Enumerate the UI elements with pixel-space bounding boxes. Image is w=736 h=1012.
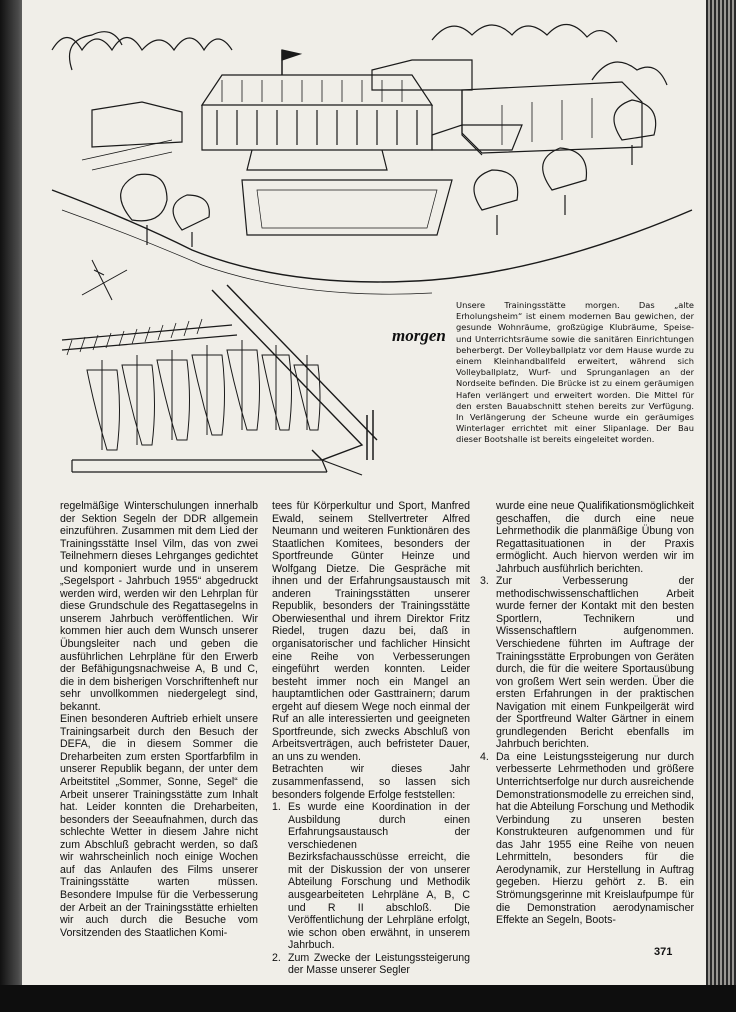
- paragraph: regelmäßige Winterschulungen innerhalb der Sektion Segeln der DDR allgemein einzuführen. Zusammen mit dem Lied der Trainingsstätte Insel Vilm, das von zwei Teilnehmern dieses Lehrganges gedichtet und komponiert wurde und in unserem „Segelsport - Jahrbuch 1955“ abgedruckt werden wird, werden wir den Lehrplan für diese Grundschule des Regattasegelns in unserem Jahrbuch veröffentlichen. Wir kommen hier auch dem Wunsch unserer Übungsleiter nach und geben die ausführlichen Lehrpläne für den Erwerb der Befähigungsnachweise A, B und C, die in dem bisherigen Vorschriftenheft nur sehr unvollkommen niedergelegt sind, bekannt.: [60, 500, 258, 713]
- book-page: [22, 0, 708, 985]
- page-stack-edge: [706, 0, 736, 985]
- compass-rose-drawing: [82, 260, 127, 300]
- scan-bottom-border: [0, 985, 736, 1012]
- achievements-list-continued: [480, 575, 694, 926]
- list-item-text: Da eine Leistungssteigerung nur durch verbesserte Lehrmethoden und größere Unterrichtserfolge nur durch ausreichende Demonstrationsmodelle zu erreichen sind, hat die Abteilung Forschung und Methodik Verbindung zu unseren besten Konstrukteuren aufgenommen und für das Jahr 1955 eine Reihe von neuen Lehrmitteln, besonders für die Aerodynamik, zur Herstellung in Auftrag gegeben. Hierzu gehört z. B. ein Strömungsgerinne mit Kreislaufpumpe für die Demonstration aerodynamischer Effekte an Segeln, Boots-: [496, 750, 694, 927]
- text-column-1: [60, 500, 258, 939]
- paragraph: tees für Körperkultur und Sport, Manfred Ewald, seinem Stellvertreter Alfred Neumann und weiteren Funktionären des Staatlichen Komitees, besonders der Sportfreunde Günter Heinze und Wolfgang Dietze. Die Gespräche mit ihnen und der Erfahrungsaustausch mit anderen Trainingsstätten unserer Republik, besonders der Trainingsstätte Oberwiesenthal und ihrem Direktor Fritz Riedel, trugen dazu bei, daß in organisatorischer und fachlicher Hinsicht eine Reihe von Verbesserungen eingeführt werden konnten. Leider besteht immer noch ein Mangel an hauptamtlichen oder Gasttrainern; darum ergeht auf diesem Wege noch einmal der Ruf an alle interessierten und geeigneten Sportfreunde, sich zwecks Abschluß von Arbeitsverträgen, auch befristeter Dauer, an uns zu wenden.: [272, 500, 470, 763]
- main-building-drawing: [202, 50, 432, 170]
- list-number: 3.: [480, 575, 489, 588]
- illustration-label: morgen: [392, 326, 446, 345]
- achievements-list: [272, 801, 470, 977]
- boat-hall-drawing: [372, 60, 642, 155]
- text-column-3: [480, 500, 694, 927]
- list-item: [272, 801, 470, 952]
- list-item: [480, 575, 694, 751]
- illustration-caption: Unsere Trainingsstätte morgen. Das „alte Erholungsheim“ ist einem modernen Bau gewichen, der gesunde Wohnräume, großzügige Klubräume, Speise- und Unterrichtsräume sowie die sanitären Einrichtungen beherbergt. Der Volleyballplatz vor dem Hause wurde zu einem Kleinhandballfeld erweitert, während sich Volleyballplatz, Wurf- und Sprunganlagen an der Nordseite befinden. Die Brücke ist zu einem geräumigen Hafen verlängert und erweitert worden. Die Mittel für den ersten Bauabschnitt stehen bereits zur Verfügung. In Verlängerung der Scheune wurde ein geräumiges Winterlager errichtet mit einer Slipanlage. Der Bau dieser Bootshalle ist bereits eingeleitet worden.: [456, 300, 694, 445]
- list-item-text: Es wurde eine Koordination in der Ausbildung durch einen Erfahrungsaustausch der verschiedenen Bezirksfachausschüsse erreicht, die mit der Diskussion der von unserer Abteilung Forschung und Methodik ausgearbeiteten Lehrpläne A, B, C und R II abschloß. Die Veröffentlichung der Lehrpläne erfolgt, wie schon oben erwähnt, in unserem Jahrbuch.: [288, 801, 470, 952]
- list-item: [272, 952, 470, 977]
- sports-field-drawing: [242, 180, 452, 235]
- text-column-2: [272, 500, 470, 977]
- paragraph: Betrachten wir dieses Jahr zusammenfassend, so lassen sich besonders folgende Erfolge feststellen:: [272, 763, 470, 801]
- sailing-boats-drawing: [87, 340, 320, 450]
- list-item-text: Zur Verbesserung der methodischwissenschaftlichen Arbeit wurde ferner der Kontakt mit den besten Sportlern, Technikern und Wissenschaftlern aufgenommen. Verschiedene führten im Auftrage der Trainingsstätte Erprobungen von Geräten durch, die für die weitere Sportausübung von großem Wert sein werden. Über die ersten Erfahrungen in der praktischen Navigation mit einem Funkpeilgerät wird der Sportfreund Walter Gärtner in einem grundlegenden Bericht ebenfalls im Jahrbuch berichten.: [496, 575, 694, 751]
- page-number: 371: [654, 946, 673, 958]
- harbour-pier-drawing: [62, 285, 377, 475]
- list-number: 1.: [272, 801, 281, 814]
- list-item-text: Zum Zwecke der Leistungssteigerung der Masse unserer Segler: [288, 951, 470, 977]
- list-item: [480, 751, 694, 927]
- paragraph: wurde eine neue Qualifikationsmöglichkeit geschaffen, die durch eine neue Lehrmethodik die planmäßige Übung von Regattasituationen in der Praxis ermöglicht. Auch hiervon werden wir im Jahrbuch ausführlich berichten.: [496, 500, 694, 575]
- list-number: 2.: [272, 951, 281, 964]
- paragraph: Einen besonderen Auftrieb erhielt unsere Trainingsarbeit durch den Besuch der DEFA, die in diesem Sommer die Dreharbeiten zum ersten Sportfarbfilm in unserer Republik begann, der unter dem Arbeitstitel „Sommer, Sonne, Segel“ die Arbeit unserer Trainingsstätte zum Inhalt hat. Leider konnten die Dreharbeiten, besonders der Seeaufnahmen, durch das schlechte Wetter in diesem Jahre nicht zum Abschluß gebracht werden, so daß wir wahrscheinlich noch einige Wochen auf das Anlaufen des Films unserer Trainingsstätte warten müssen. Besondere Impulse für die Verbesserung der Arbeit an der Trainingsstätte erhielten wir auch durch die Besuche vom Vorsitzenden des Staatlichen Komi-: [60, 713, 258, 939]
- list-number: 4.: [480, 750, 489, 763]
